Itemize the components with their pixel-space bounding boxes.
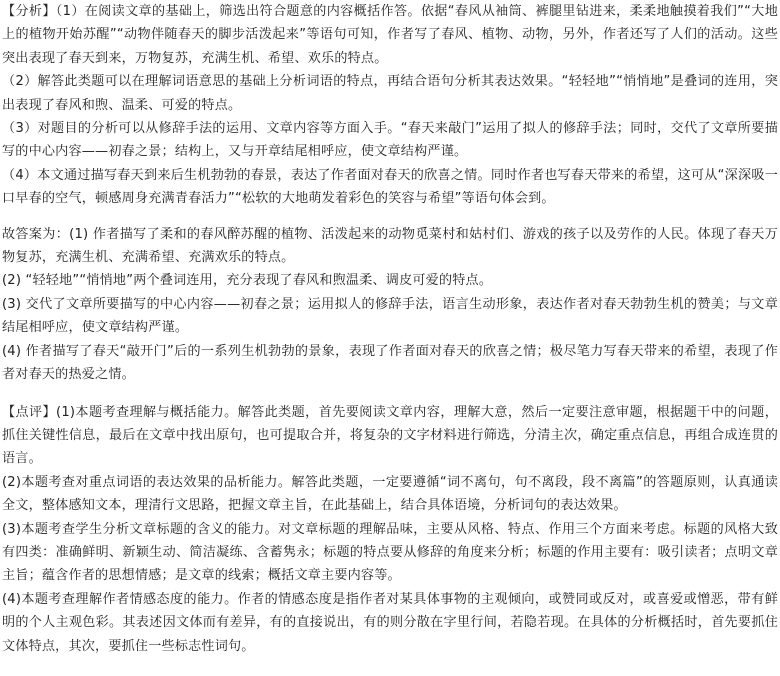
analysis-paragraph-4: （4）本文通过描写春天到来后生机勃勃的春景，表达了作者面对春天的欣喜之情。同时作者也写春天带来的希望，这可从“深深吸一口早春的空气，顿感周身充满青春活力”“松软的大地萌发着彩色的笑容与希望”等语句体会到。: [2, 167, 778, 207]
comment-paragraph-3: (3)本题考查学生分析文章标题的含义的能力。对文章标题的理解品味，主要从风格、特点、作用三个方面来考虑。标题的风格大致有四类：准确鲜明、新颖生动、简洁凝练、含蓄隽永；标题的特点要从修辞的角度来分析；标题的作用主要有：吸引读者；点明文章主旨；蕴含作者的思想情感；是文章的线索；概括文章主要内容等。: [2, 521, 778, 584]
answer-paragraph-4: (4) 作者描写了春天“敲开门”后的一系列生机勃勃的景象，表现了作者面对春天的欣喜之情；极尽笔力写春天带来的希望，表现了作者对春天的热爱之情。: [2, 343, 778, 383]
answer-paragraph-2: (2) “轻轻地”“悄悄地”两个叠词连用，充分表现了春风和煦温柔、调皮可爱的特点。: [2, 273, 493, 289]
document: [2, 0, 778, 658]
analysis-paragraph-2: （2）解答此类题可以在理解词语意思的基础上分析词语的特点，再结合语句分析其表达效果。“轻轻地”“悄悄地”是叠词的连用，突出表现了春风和煦、温柔、可爱的特点。: [2, 74, 778, 113]
analysis-paragraph-1: 【分析】（1）在阅读文章的基础上，筛选出符合题意的内容概括作答。依据“春风从袖筒、裤腿里钻进来，柔柔地触摸着我们”“大地上的植物开始苏醒”“动物伴随春天的脚步活泼起来”等语句可知，作者写了春风、植物、动物，另外，作者还写了人们的活动。这些突出表现了春天到来，万物复苏，充满生机、希望、欢乐的特点。: [2, 4, 778, 66]
answer-paragraph-1: 故答案为：(1) 作者描写了柔和的春风醉苏醒的植物、活泼起来的动物觅菜村和姑村们、游戏的孩子以及劳作的人民。体现了春天万物复苏，充满生机、充满希望、充满欢乐的特点。: [2, 226, 778, 266]
comment-paragraph-2: (2)本题考查对重点词语的表达效果的品析能力。解答此类题，一定要遵循“词不离句，句不离段，段不离篇”的答题原则，认真通读全文，整体感知文本，理清行文思路，把握文章主旨，在此基础上，结合具体语境，分析词句的表达效果。: [2, 474, 778, 514]
section-gap: [2, 211, 778, 223]
section-gap: [2, 387, 778, 401]
answer-paragraph-3: (3) 交代了文章所要描写的中心内容——初春之景；运用拟人的修辞手法，语言生动形象，表达作者对春天勃勃生机的赞美；与文章结尾相呼应，使文章结构严谨。: [2, 296, 778, 336]
comment-paragraph-1: 【点评】(1)本题考查理解与概括能力。解答此类题，首先要阅读文章内容，理解大意，然后一定要注意审题，根据题干中的问题，抓住关键性信息，最后在文章中找出原句，也可提取合并，将复杂的文字材料进行筛选，分清主次，确定重点信息，再组合成连贯的语言。: [2, 404, 778, 467]
comment-section: [2, 401, 778, 658]
answer-section: [2, 223, 778, 387]
analysis-section: [2, 0, 778, 211]
analysis-paragraph-3: （3）对题目的分析可以从修辞手法的运用、文章内容等方面入手。“春天来敲门”运用了拟人的修辞手法；同时，交代了文章所要描写的中心内容——初春之景；结构上，又与开章结尾相呼应，使文章结构严谨。: [2, 121, 778, 160]
comment-paragraph-4: (4)本题考查理解作者情感态度的能力。作者的情感态度是指作者对某具体事物的主观倾向，或赞同或反对，或喜爱或憎恶，带有鲜明的个人主观色彩。其表述因文体而有差异，有的直接说出，有的则分散在字里行间，若隐若现。在具体的分析概括时，首先要抓住文体特点，其次，要抓住一些标志性词句。: [2, 591, 778, 654]
